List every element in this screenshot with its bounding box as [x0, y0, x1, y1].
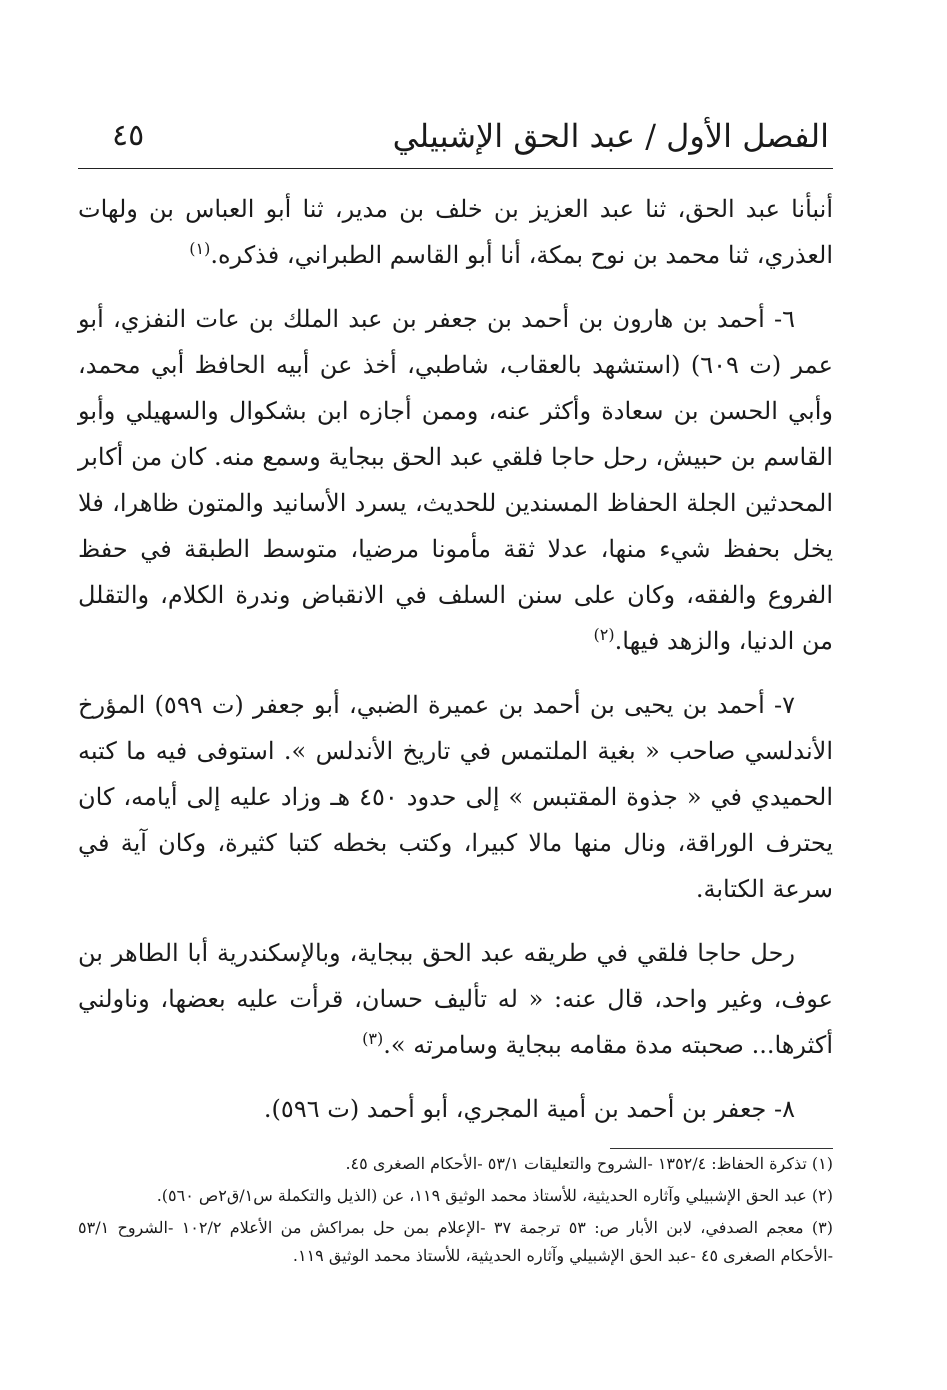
footnote-rule: [610, 1148, 833, 1149]
footnote-1: (١) تذكرة الحفاظ: ١٣٥٢/٤ -الشروح والتعليقات ٥٣/١ -الأحكام الصغرى ٤٥.: [345, 1154, 833, 1173]
footnote-reference: (٣): [362, 1029, 384, 1048]
footnote-reference: (١): [189, 239, 211, 258]
footnote-3: (٣) معجم الصدفي، لابن الأبار ص: ٥٣ ترجمة ٣٧ -الإعلام بمن حل بمراكش من الأعلام ١٠٢/٢ -الشروح ٥٣/١ -الأحكام الصغرى ٤٥ -عبد الحق الإشبيلي وآثاره الحديثية، للأستاذ محمد الوثيق ١١٩.: [78, 1218, 834, 1265]
paragraph-text: ٧- أحمد بن يحيى بن أحمد بن عميرة الضبي، أبو جعفر (ت ٥٩٩) المؤرخ الأندلسي صاحب « بغية الملتمس في تاريخ الأندلس ». استوفى فيه ما كتبه الحميدي في « جذوة المقتبس » إلى حدود ٤٥٠ هـ وزاد عليه إلى أيامه، كان يحترف الوراقة، ونال منها مالا كبيرا، وكتب بخطه كتبا كثيرة، وكان آية في سرعة الكتابة.: [78, 691, 833, 903]
paragraph-entry-7-continued: [78, 930, 833, 1068]
running-head: الفصل الأول / عبد الحق الإشبيلي: [392, 117, 829, 155]
paragraph-text: ٨- جعفر بن أحمد بن أمية المجري، أبو أحمد (ت ٥٩٦).: [263, 1095, 795, 1123]
footnotes: [78, 1150, 833, 1274]
paragraph-text: ٦- أحمد بن هارون بن أحمد بن جعفر بن عبد الملك بن عات النفزي، أبو عمر (ت ٦٠٩) (استشهد بالعقاب، شاطبي، أخذ عن أبيه الحافظ أبي محمد، وأبي الحسن بن سعادة وأكثر عنه، وممن أجازه ابن بشكوال والسهيلي وأبو القاسم بن حبيش، رحل حاجا فلقي عبد الحق ببجاية وسمع منه. كان من أكابر المحدثين الجلة الحفاظ المسندين للحديث، يسرد الأسانيد والمتون ظاهرا، فلا يخل بحفظ شيء منها، عدلا ثقة مأمونا مرضيا، متوسط الطبقة في حفظ الفروع والفقه، وكان على سنن السلف في الانقباض وندرة الكلام، والتقلل من الدنيا، والزهد فيها.: [78, 305, 833, 655]
paragraph-isnad: [78, 186, 833, 278]
paragraph-entry-6: [78, 296, 833, 664]
paragraph-text: رحل حاجا فلقي في طريقه عبد الحق ببجاية، وبالإسكندرية أبا الطاهر بن عوف، وغير واحد، قال عنه: « له تأليف حسان، قرأت عليه بعضها، وناولني أكثرها... صحبته مدة مقامه ببجاية وسامرته ».: [78, 939, 833, 1059]
paragraph-text: أنبأنا عبد الحق، ثنا عبد العزيز بن خلف بن مدير، ثنا أبو العباس بن ولهات العذري، ثنا محمد بن نوح بمكة، أنا أبو القاسم الطبراني، فذكره.: [78, 195, 833, 269]
page-number: ٤٥: [112, 118, 145, 153]
page-header: [72, 110, 829, 166]
main-text: [78, 186, 833, 1150]
paragraph-entry-8: [78, 1086, 833, 1132]
paragraph-entry-7: [78, 682, 833, 912]
footnote-2: (٢) عبد الحق الإشبيلي وآثاره الحديثية، للأستاذ محمد الوثيق ١١٩، عن (الذيل والتكملة س١/ق٢ص ٥٦٠).: [156, 1186, 833, 1205]
header-rule: [78, 168, 833, 169]
footnote-reference: (٢): [593, 625, 615, 644]
